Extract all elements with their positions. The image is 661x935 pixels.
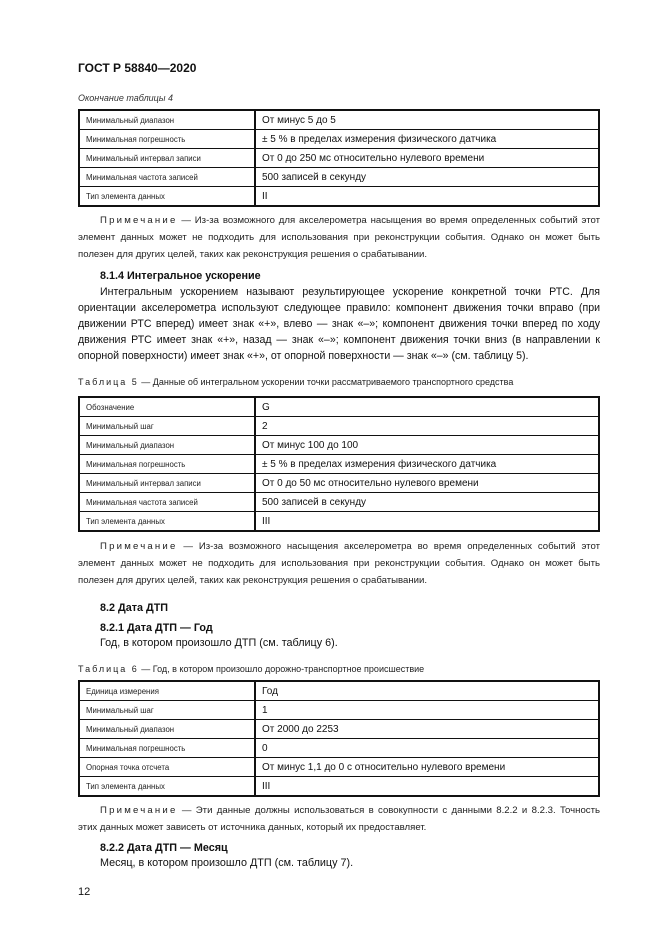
note-text: — Из-за возможного насыщения акселерометра во время определенных событий этот элемент данных может не подходить для использования при реконструкции события. Однако он может быть полезен для других целей, таких как реконструкция решения о срабатывании. xyxy=(78,541,600,586)
note-3 xyxy=(78,802,600,836)
parameter-name: Единица измерения xyxy=(79,681,255,701)
parameter-value: III xyxy=(255,777,599,797)
note-1 xyxy=(78,212,600,263)
table-row xyxy=(79,187,599,207)
table-row xyxy=(79,758,599,777)
parameter-value: От 2000 до 2253 xyxy=(255,720,599,739)
section-8-2-heading: 8.2 Дата ДТП xyxy=(100,602,169,614)
parameter-name: Тип элемента данных xyxy=(79,187,255,207)
parameter-value: II xyxy=(255,187,599,207)
table-row xyxy=(79,417,599,436)
parameter-name: Минимальная погрешность xyxy=(79,455,255,474)
table-row xyxy=(79,681,599,701)
table-row xyxy=(79,474,599,493)
parameter-value: 1 xyxy=(255,701,599,720)
caption-text: — Данные об интегральном ускорении точки рассматриваемого транспортного средства xyxy=(138,377,514,387)
parameter-name: Минимальный диапазон xyxy=(79,110,255,130)
note-label: Примечание xyxy=(100,541,178,552)
section-8-1-4-heading: 8.1.4 Интегральное ускорение xyxy=(100,270,261,282)
table4 xyxy=(78,109,600,207)
note-text: — Из-за возможного для акселерометра насыщения во время определенных событий этот элемент данных может не подходить для использования при реконструкции события. Однако он может быть полезен для других целей, таких как реконструкция решения о срабатывании. xyxy=(78,215,600,260)
table6-grid xyxy=(78,680,600,797)
parameter-value: ± 5 % в пределах измерения физического датчика xyxy=(255,130,599,149)
parameter-value: Год xyxy=(255,681,599,701)
table4-grid xyxy=(78,109,600,207)
note-text: — Эти данные должны использоваться в совокупности с данными 8.2.2 и 8.2.3. Точность этих данных может зависеть от источника данных, который их предоставляет. xyxy=(78,805,600,833)
parameter-name: Минимальный интервал записи xyxy=(79,474,255,493)
table5-grid xyxy=(78,396,600,532)
parameter-name: Тип элемента данных xyxy=(79,777,255,797)
parameter-value: 2 xyxy=(255,417,599,436)
caption-label: Таблица 6 xyxy=(78,664,139,674)
parameter-value: От минус 1,1 до 0 с относительно нулевого времени xyxy=(255,758,599,777)
parameter-value: 500 записей в секунду xyxy=(255,493,599,512)
parameter-value: От 0 до 250 мс относительно нулевого времени xyxy=(255,149,599,168)
table-row xyxy=(79,455,599,474)
document-header: ГОСТ Р 58840—2020 xyxy=(78,61,197,75)
parameter-value: От минус 5 до 5 xyxy=(255,110,599,130)
table-row xyxy=(79,436,599,455)
section-8-2-2-text: Месяц, в котором произошло ДТП (см. таблицу 7). xyxy=(100,857,354,869)
parameter-name: Минимальный шаг xyxy=(79,701,255,720)
parameter-value: От 0 до 50 мс относительно нулевого времени xyxy=(255,474,599,493)
parameter-name: Минимальная погрешность xyxy=(79,739,255,758)
parameter-name: Тип элемента данных xyxy=(79,512,255,532)
parameter-name: Минимальный шаг xyxy=(79,417,255,436)
parameter-value: 500 записей в секунду xyxy=(255,168,599,187)
page-number: 12 xyxy=(78,886,91,898)
table-row xyxy=(79,397,599,417)
table6 xyxy=(78,680,600,797)
parameter-value: 0 xyxy=(255,739,599,758)
note-2 xyxy=(78,538,600,589)
section-8-2-1-heading: 8.2.1 Дата ДТП — Год xyxy=(100,622,213,634)
table-row xyxy=(79,149,599,168)
table-row xyxy=(79,493,599,512)
table-row xyxy=(79,739,599,758)
parameter-name: Минимальная частота записей xyxy=(79,493,255,512)
parameter-name: Минимальный диапазон xyxy=(79,720,255,739)
parameter-name: Обозначение xyxy=(79,397,255,417)
parameter-value: G xyxy=(255,397,599,417)
parameter-name: Опорная точка отсчета xyxy=(79,758,255,777)
caption-text: — Год, в котором произошло дорожно-транспортное происшествие xyxy=(138,664,425,674)
parameter-name: Минимальная погрешность xyxy=(79,130,255,149)
table5 xyxy=(78,396,600,532)
table5-caption xyxy=(78,376,600,388)
table-row xyxy=(79,512,599,532)
section-8-2-1-text: Год, в котором произошло ДТП (см. таблицу 6). xyxy=(100,637,338,649)
table-row xyxy=(79,720,599,739)
table6-caption xyxy=(78,663,600,675)
caption-label: Таблица 5 xyxy=(78,377,139,387)
parameter-value: От минус 100 до 100 xyxy=(255,436,599,455)
note-label: Примечание xyxy=(100,805,178,816)
table-row xyxy=(79,777,599,797)
table4-caption: Окончание таблицы 4 xyxy=(78,93,173,103)
parameter-value: III xyxy=(255,512,599,532)
parameter-name: Минимальная частота записей xyxy=(79,168,255,187)
note-label: Примечание xyxy=(100,215,178,226)
section-8-2-2-heading: 8.2.2 Дата ДТП — Месяц xyxy=(100,842,228,854)
document-page xyxy=(78,61,600,899)
parameter-name: Минимальный интервал записи xyxy=(79,149,255,168)
table-row xyxy=(79,110,599,130)
parameter-value: ± 5 % в пределах измерения физического датчика xyxy=(255,455,599,474)
section-8-1-4-text: Интегральным ускорением называют результирующее ускорение конкретной точки РТС. Для ориентации акселерометра используют следующее правило: компонент движения точки вправо (при движении РТС вперед) имеет знак «+», влево — знак «–»; компонент движения точки вперед по ходу движения РТС имеет знак «+», назад — знак «–»; компонент движения точки вниз (в направлении к опорной поверхности) имеет знак «+», от опорной поверхности — знак «–» (см. таблицу 5). xyxy=(78,286,600,362)
table-row xyxy=(79,701,599,720)
table-row xyxy=(79,130,599,149)
parameter-name: Минимальный диапазон xyxy=(79,436,255,455)
table-row xyxy=(79,168,599,187)
